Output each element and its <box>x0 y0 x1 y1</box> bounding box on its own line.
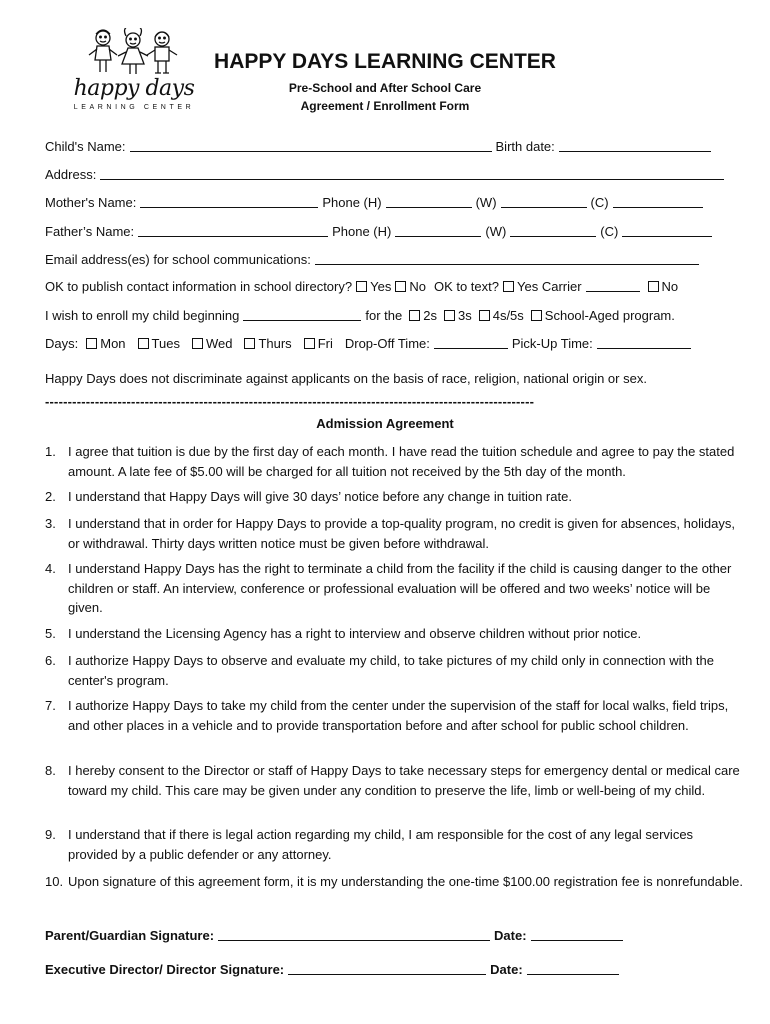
carrier-field[interactable] <box>586 278 640 292</box>
director-date-label: Date: <box>490 962 523 977</box>
yes-carrier-label: Yes Carrier <box>517 279 582 294</box>
dashed-separator: ------------------------------------------------------------------------------------------------------------ <box>45 394 535 409</box>
day-thurs-checkbox[interactable] <box>244 338 255 349</box>
father-phone-work-field[interactable] <box>510 223 596 237</box>
father-phone-home-label: Phone (H) <box>332 224 392 239</box>
agreement-item-number: 2. <box>45 489 56 504</box>
mother-name-label: Mother's Name: <box>45 195 137 210</box>
agreement-item-text: I authorize Happy Days to observe and evaluate my child, to take pictures of my child only in connection with the center's program. <box>68 653 715 688</box>
father-phone-cell-field[interactable] <box>622 223 712 237</box>
day-fri-checkbox[interactable] <box>304 338 315 349</box>
mother-phone-cell-field[interactable] <box>613 194 703 208</box>
agreement-item-text: I hereby consent to the Director or staff of Happy Days to take necessary steps for emergency dental or medical care toward my child. This care may be given under any condition to preserve the life, limb or well-being of my child. <box>68 763 740 798</box>
agreement-item-number: 9. <box>45 827 56 842</box>
agreement-item <box>45 872 745 892</box>
agreement-item-number: 4. <box>45 561 56 576</box>
day-mon-checkbox[interactable] <box>86 338 97 349</box>
program-4s5s-label: 4s/5s <box>492 308 524 323</box>
agreement-item-text: I authorize Happy Days to take my child from the center under the supervision of the staff for local walks, field trips, and other places in a vehicle and to provide transportation before and after school for public school children. <box>68 698 729 733</box>
agreement-item-text: I understand that in order for Happy Days to provide a top-quality program, no credit is given for absences, holidays, or withdrawal. Thirty days written notice must be given before withdrawal. <box>68 516 735 551</box>
days-label: Days: <box>45 336 79 351</box>
publish-label: OK to publish contact information in school directory? <box>45 279 353 294</box>
logo-script-text: happy days <box>73 76 195 101</box>
mother-row <box>45 192 727 210</box>
mother-phone-work-label: (W) <box>475 195 497 210</box>
publish-no-checkbox[interactable] <box>395 281 406 292</box>
agreement-item-number: 3. <box>45 516 56 531</box>
program-4s5s-checkbox[interactable] <box>479 310 490 321</box>
email-field[interactable] <box>315 251 699 265</box>
mother-phone-cell-label: (C) <box>590 195 609 210</box>
days-row <box>45 333 727 351</box>
agreement-item <box>45 651 745 690</box>
agreement-item-number: 1. <box>45 444 56 459</box>
text-no-checkbox[interactable] <box>648 281 659 292</box>
nondiscrimination-statement <box>45 368 727 386</box>
program-3s-checkbox[interactable] <box>444 310 455 321</box>
mother-phone-home-label: Phone (H) <box>322 195 382 210</box>
agreement-item-number: 10. <box>45 874 64 889</box>
agreement-item-number: 8. <box>45 763 56 778</box>
for-the-label: for the <box>365 308 403 323</box>
agreement-item <box>45 696 745 735</box>
agreement-item-text: I agree that tuition is due by the first day of each month. I have read the tuition schedule and agree to pay the stated amount. A late fee of $5.00 will be charged for all tuition not received by the 5th day of the month. <box>68 444 735 479</box>
text-no-label: No <box>661 279 679 294</box>
email-row <box>45 249 727 267</box>
text-yes-checkbox[interactable] <box>503 281 514 292</box>
publish-yes-checkbox[interactable] <box>356 281 367 292</box>
father-phone-home-field[interactable] <box>395 223 481 237</box>
father-name-label: Father’s Name: <box>45 224 135 239</box>
parent-signature-row <box>45 925 627 943</box>
parent-signature-label: Parent/Guardian Signature: <box>45 928 215 943</box>
publish-no-label: No <box>409 279 426 294</box>
agreement-item <box>45 761 745 800</box>
agreement-item <box>45 442 745 481</box>
day-mon-label: Mon <box>100 336 126 351</box>
birth-date-label: Birth date: <box>495 139 555 154</box>
director-signature-row <box>45 959 623 977</box>
agreement-item-number: 5. <box>45 626 56 641</box>
address-label: Address: <box>45 167 97 182</box>
form-subtitle-2: Agreement / Enrollment Form <box>300 99 470 113</box>
pickup-field[interactable] <box>597 335 691 349</box>
program-2s-label: 2s <box>423 308 437 323</box>
pickup-label: Pick-Up Time: <box>511 336 593 351</box>
mother-phone-home-field[interactable] <box>386 194 472 208</box>
agreement-item-number: 6. <box>45 653 56 668</box>
child-info-row <box>45 136 727 154</box>
logo-subtitle: LEARNING CENTER <box>73 104 195 111</box>
enroll-row <box>45 305 727 323</box>
day-fri-label: Fri <box>317 336 333 351</box>
agreement-item-text: I understand the Licensing Agency has a right to interview and observe children without prior notice. <box>68 626 642 641</box>
parent-date-field[interactable] <box>531 927 623 941</box>
agreement-item <box>45 514 745 553</box>
address-field[interactable] <box>100 166 724 180</box>
dropoff-field[interactable] <box>434 335 508 349</box>
address-row <box>45 164 727 182</box>
enroll-label: I wish to enroll my child beginning <box>45 308 240 323</box>
admission-agreement-heading: Admission Agreement <box>316 416 454 431</box>
agreement-item-text: Upon signature of this agreement form, it is my understanding the one-time $100.00 registration fee is nonrefundable. <box>68 874 743 889</box>
program-2s-checkbox[interactable] <box>409 310 420 321</box>
director-signature-label: Executive Director/ Director Signature: <box>45 962 285 977</box>
email-label: Email address(es) for school communications: <box>45 252 311 267</box>
ok-text-label: OK to text? <box>433 279 499 294</box>
publish-yes-label: Yes <box>370 279 392 294</box>
father-phone-work-label: (W) <box>485 224 507 239</box>
program-school-aged-checkbox[interactable] <box>531 310 542 321</box>
enroll-date-field[interactable] <box>243 307 361 321</box>
agreement-item <box>45 559 745 618</box>
agreement-item <box>45 825 745 864</box>
parent-signature-field[interactable] <box>218 927 490 941</box>
form-title: HAPPY DAYS LEARNING CENTER <box>214 50 556 73</box>
child-name-field[interactable] <box>130 138 492 152</box>
day-wed-label: Wed <box>205 336 233 351</box>
form-subtitle: Pre-School and After School Care <box>288 81 482 95</box>
father-row <box>45 221 727 239</box>
program-3s-label: 3s <box>457 308 472 323</box>
father-phone-cell-label: (C) <box>600 224 619 239</box>
father-name-field[interactable] <box>138 223 328 237</box>
agreement-item-number: 7. <box>45 698 56 713</box>
nondiscrimination-text: Happy Days does not discriminate against applicants on the basis of race, religion, national origin or sex. <box>45 371 647 386</box>
mother-phone-work-field[interactable] <box>501 194 587 208</box>
parent-date-label: Date: <box>494 928 527 943</box>
director-date-field[interactable] <box>527 961 619 975</box>
program-school-aged-label: School-Aged program. <box>544 308 675 323</box>
agreement-item <box>45 487 745 507</box>
birth-date-field[interactable] <box>559 138 711 152</box>
publish-row <box>45 276 727 294</box>
day-tues-label: Tues <box>151 336 180 351</box>
director-signature-field[interactable] <box>288 961 486 975</box>
agreement-item-text: I understand that Happy Days will give 30 days’ notice before any change in tuition rate. <box>68 489 572 504</box>
agreement-item-text: I understand Happy Days has the right to terminate a child from the facility if the child is causing danger to the other children or staff. An interview, conference or professional evaluation will be offered and two weeks’ notice will be given. <box>68 561 732 615</box>
child-name-label: Child's Name: <box>45 139 126 154</box>
agreement-item-text: I understand that if there is legal action regarding my child, I am responsible for the cost of any legal services provided by a public defender or any attorney. <box>68 827 694 862</box>
dropoff-label: Drop-Off Time: <box>344 336 430 351</box>
day-wed-checkbox[interactable] <box>192 338 203 349</box>
day-tues-checkbox[interactable] <box>138 338 149 349</box>
mother-name-field[interactable] <box>140 194 318 208</box>
agreement-item <box>45 624 745 644</box>
day-thurs-label: Thurs <box>258 336 292 351</box>
